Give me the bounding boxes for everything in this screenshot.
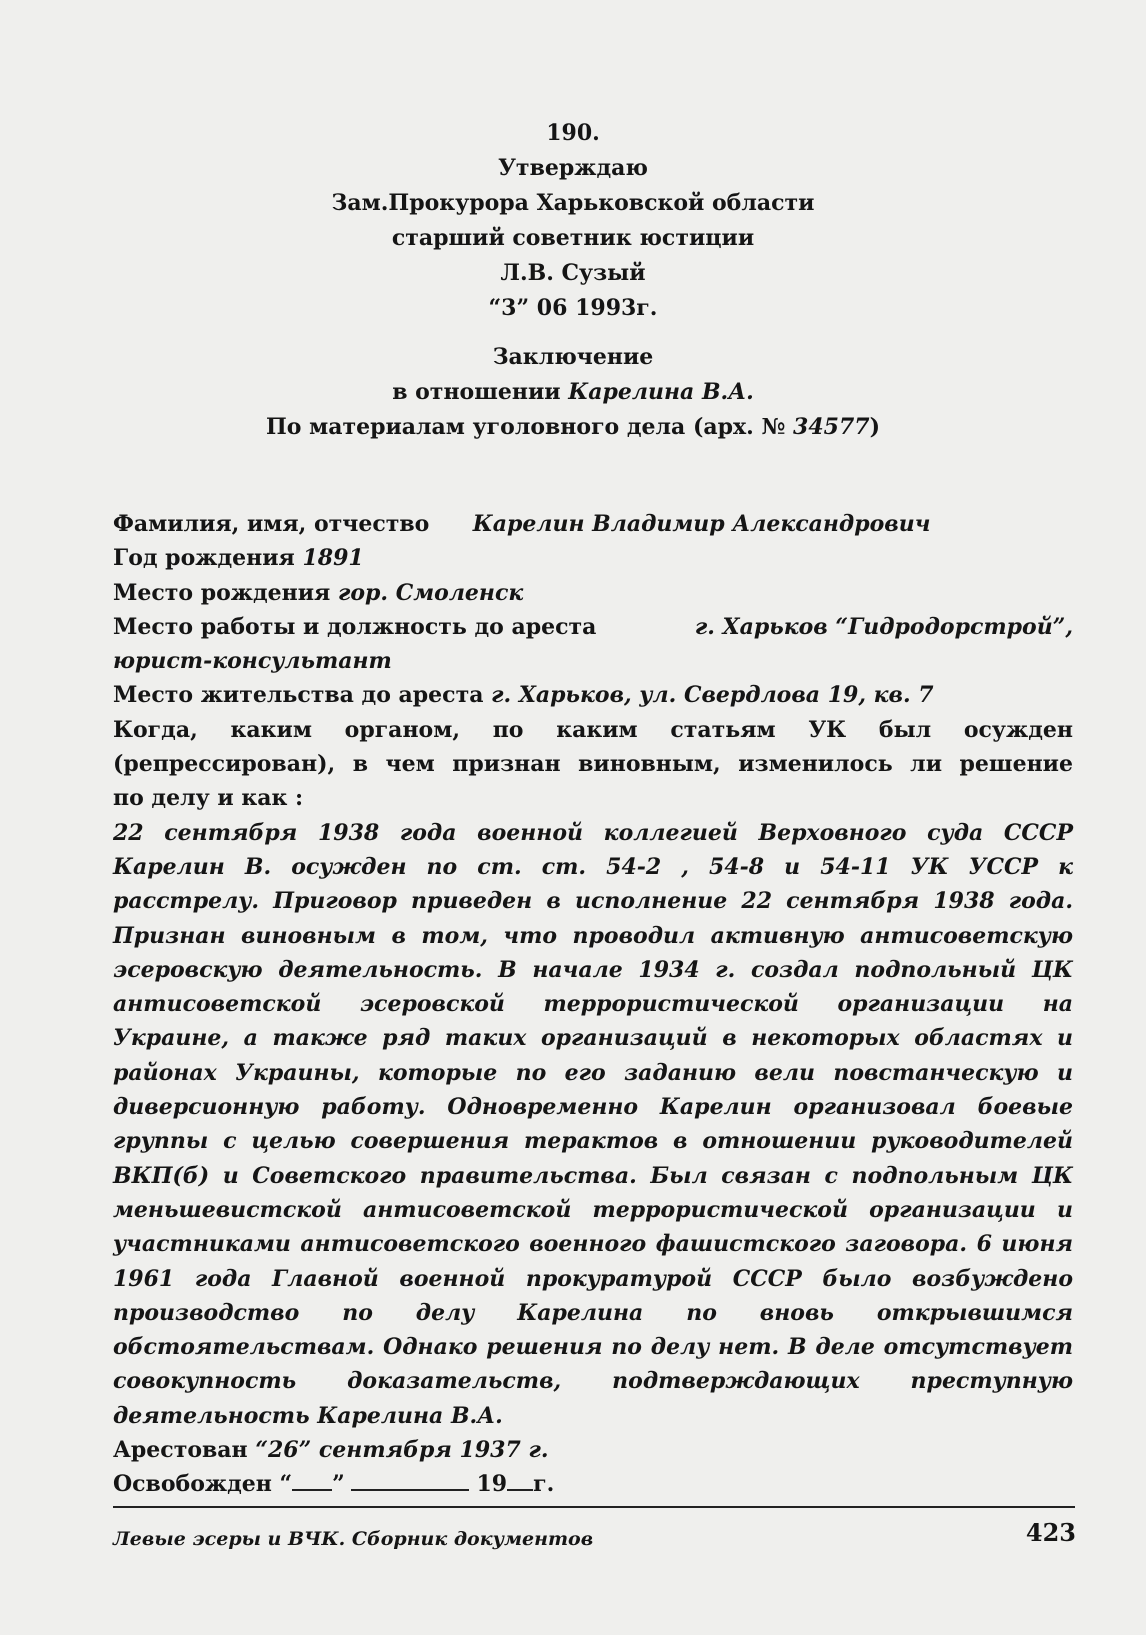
release-year-blank bbox=[507, 1467, 533, 1491]
document-title: Заключение bbox=[492, 344, 654, 370]
release-day-blank bbox=[292, 1467, 332, 1491]
approval-header bbox=[0, 116, 1146, 445]
work-position-value: юрист-консультант bbox=[113, 648, 392, 675]
approval-word: Утверждаю bbox=[498, 155, 648, 181]
approver-name: Л.В. Сузый bbox=[500, 260, 646, 286]
narrative-line: группы с целью совершения терактов в отношении руководителей bbox=[113, 1128, 1073, 1155]
residence-value: г. Харьков, ул. Свердлова 19, кв. 7 bbox=[491, 682, 934, 709]
arrest-date: “26” сентября 1937 г. bbox=[255, 1437, 549, 1464]
question-line-1: Когда, каким органом, по каким статьям УК был осужден bbox=[113, 716, 1073, 743]
footer-divider bbox=[113, 1506, 1075, 1508]
page-number: 423 bbox=[1025, 1518, 1076, 1547]
narrative-line: производство по делу Карелина по вновь открывшимся bbox=[113, 1299, 1073, 1326]
approver-rank: старший советник юстиции bbox=[391, 225, 755, 251]
narrative-line: 1961 года Главной военной прокуратурой СССР было возбуждено bbox=[113, 1265, 1073, 1292]
question-line-2: (репрессирован), в чем признан виновным, изменилось ли решение bbox=[113, 751, 1073, 778]
birth-year-row: Год рождения 1891 bbox=[113, 545, 364, 572]
book-title: Левые эсеры и ВЧК. Сборник документов bbox=[113, 1528, 594, 1550]
fio-row bbox=[113, 507, 1073, 541]
document-number: 190. bbox=[546, 120, 600, 146]
narrative-line: 22 сентября 1938 года военной коллегией Верховного суда СССР bbox=[113, 819, 1073, 846]
narrative-line: Украине, а также ряд таких организаций в некоторых областях и bbox=[113, 1025, 1073, 1052]
narrative-line: антисоветской эсеровской террористической организации на bbox=[113, 991, 1073, 1018]
narrative-line: Признан виновным в том, что проводил активную антисоветскую bbox=[113, 922, 1073, 949]
birth-year-value: 1891 bbox=[302, 545, 364, 572]
work-row: Место работы и должность до ареста г. Харьков “Гидродорстрой”, bbox=[113, 610, 1073, 644]
narrative-line: совокупность доказательств, подтверждающих преступную bbox=[113, 1368, 1073, 1395]
fio-value: Карелин Владимир Александрович bbox=[472, 511, 931, 537]
narrative-line: диверсионную работу. Одновременно Карелин организовал боевые bbox=[113, 1094, 1073, 1121]
birthplace-row: Место рождения гор. Смоленск bbox=[113, 579, 524, 606]
narrative-line: меньшевистской антисоветской террористической организации и bbox=[113, 1196, 1073, 1223]
narrative-line: Карелин В. осужден по ст. ст. 54-2 , 54-8 и 54-11 УК УССР к bbox=[113, 853, 1073, 880]
verdict-narrative bbox=[113, 816, 1073, 1433]
approval-date: “3” 06 1993г. bbox=[488, 295, 658, 321]
narrative-line: обстоятельствам. Однако решения по делу нет. В деле отсутствует bbox=[113, 1334, 1073, 1361]
residence-row: Место жительства до ареста г. Харьков, ул. Свердлова 19, кв. 7 bbox=[113, 682, 934, 709]
narrative-line: районах Украины, которые по его заданию вели повстанческую и bbox=[113, 1059, 1073, 1086]
narrative-line: деятельность Карелина В.А. bbox=[113, 1402, 503, 1429]
approver-position: Зам.Прокурора Харьковской области bbox=[331, 190, 815, 216]
narrative-line: расстрелу. Приговор приведен в исполнение 22 сентября 1938 года. bbox=[113, 888, 1073, 915]
narrative-line: участниками антисоветского военного фашистского заговора. 6 июня bbox=[113, 1231, 1073, 1258]
release-month-blank bbox=[351, 1467, 469, 1491]
arrest-row: Арестован “26” сентября 1937 г. bbox=[113, 1437, 549, 1464]
birthplace-value: гор. Смоленск bbox=[337, 579, 524, 606]
fio-label: Фамилия, имя, отчество bbox=[113, 511, 430, 537]
narrative-line: эсеровскую деятельность. В начале 1934 г. создал подпольный ЦК bbox=[113, 956, 1073, 983]
work-value: г. Харьков “Гидродорстрой”, bbox=[694, 613, 1073, 640]
document-subject: в отношении Карелина В.А. bbox=[392, 379, 754, 405]
release-row: Освобожден “ ” 19 г. bbox=[113, 1467, 1073, 1501]
case-reference: По материалам уголовного дела (арх. № 34577) bbox=[265, 414, 880, 440]
document-body bbox=[113, 507, 1073, 1502]
narrative-line: ВКП(б) и Советского правительства. Был связан с подпольным ЦК bbox=[113, 1162, 1073, 1189]
question-line-3: по делу и как : bbox=[113, 785, 304, 812]
